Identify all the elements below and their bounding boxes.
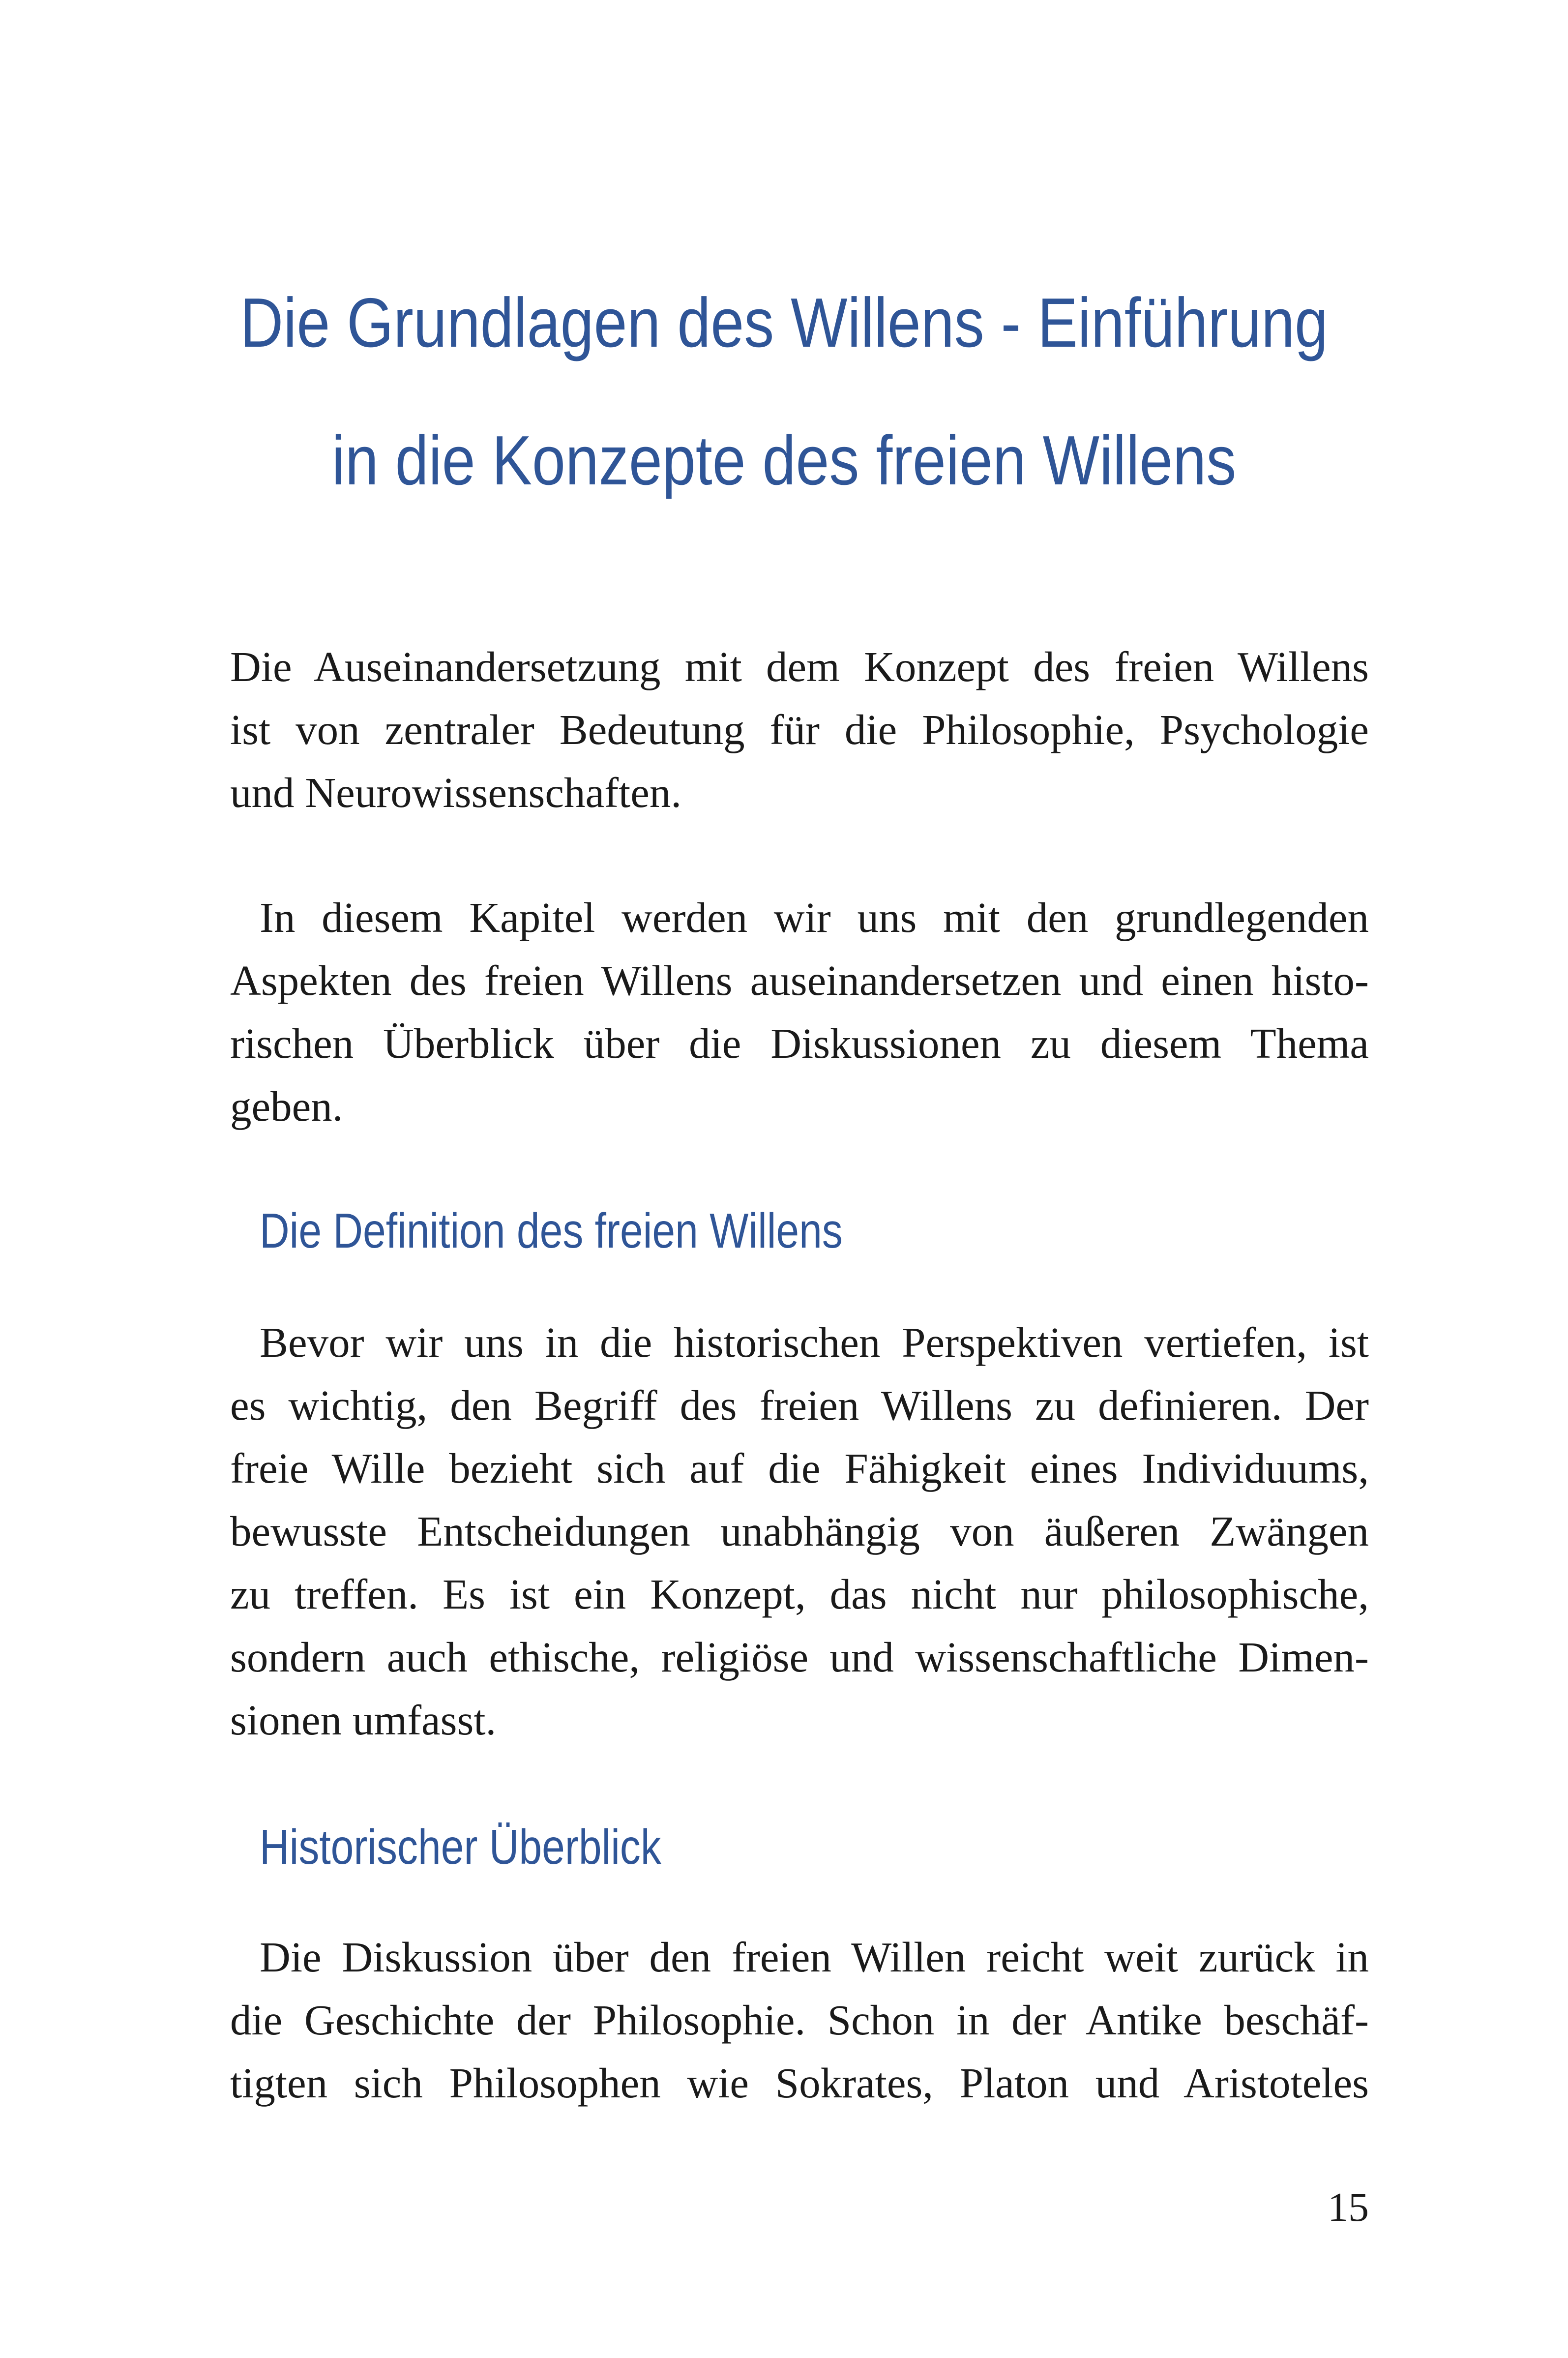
text-line: tigten sich Philosophen wie Sokrates, Platon und Aristoteles bbox=[230, 2059, 1369, 2107]
section-heading-history: Historischer Überblick bbox=[260, 1820, 661, 1875]
paragraph-history bbox=[230, 1926, 1369, 2115]
text-line: Bevor wir uns in die historischen Perspektiven vertiefen, ist bbox=[260, 1318, 1369, 1366]
paragraph-definition bbox=[230, 1311, 1369, 1752]
text-line: freie Wille bezieht sich auf die Fähigkeit eines Individuums, bbox=[230, 1444, 1369, 1492]
text-line: geben. bbox=[230, 1082, 343, 1130]
text-line: bewusste Entscheidungen unabhängig von äußeren Zwängen bbox=[230, 1507, 1369, 1555]
paragraph-chapter-overview bbox=[230, 886, 1369, 1138]
text-line: es wichtig, den Begriff des freien Willens zu definieren. Der bbox=[230, 1381, 1369, 1429]
paragraph-intro bbox=[230, 635, 1369, 824]
text-line: Aspekten des freien Willens auseinandersetzen und einen histo- bbox=[230, 956, 1369, 1004]
text-line: Die Auseinandersetzung mit dem Konzept des freien Willens bbox=[230, 643, 1369, 690]
text-line: sionen umfasst. bbox=[230, 1696, 497, 1744]
page-number: 15 bbox=[1328, 2184, 1369, 2230]
text-line: rischen Überblick über die Diskussionen zu diesem Thema bbox=[230, 1019, 1369, 1067]
text-line: und Neurowissenschaften. bbox=[230, 769, 682, 816]
chapter-title-line-2: in die Konzepte des freien Willens bbox=[331, 421, 1237, 500]
text-line: In diesem Kapitel werden wir uns mit den grundlegenden bbox=[260, 894, 1369, 941]
text-line: die Geschichte der Philosophie. Schon in der Antike beschäf- bbox=[230, 1996, 1369, 2044]
chapter-title-line-1: Die Grundlagen des Willens - Einführung bbox=[240, 284, 1328, 362]
text-line: sondern auch ethische, religiöse und wissenschaftliche Dimen- bbox=[230, 1633, 1369, 1681]
text-line: Die Diskussion über den freien Willen reicht weit zurück in bbox=[260, 1933, 1369, 1981]
text-line: zu treffen. Es ist ein Konzept, das nicht nur philosophische, bbox=[230, 1570, 1369, 1618]
section-heading-definition: Die Definition des freien Willens bbox=[260, 1203, 843, 1258]
text-line: ist von zentraler Bedeutung für die Philosophie, Psychologie bbox=[230, 706, 1369, 753]
